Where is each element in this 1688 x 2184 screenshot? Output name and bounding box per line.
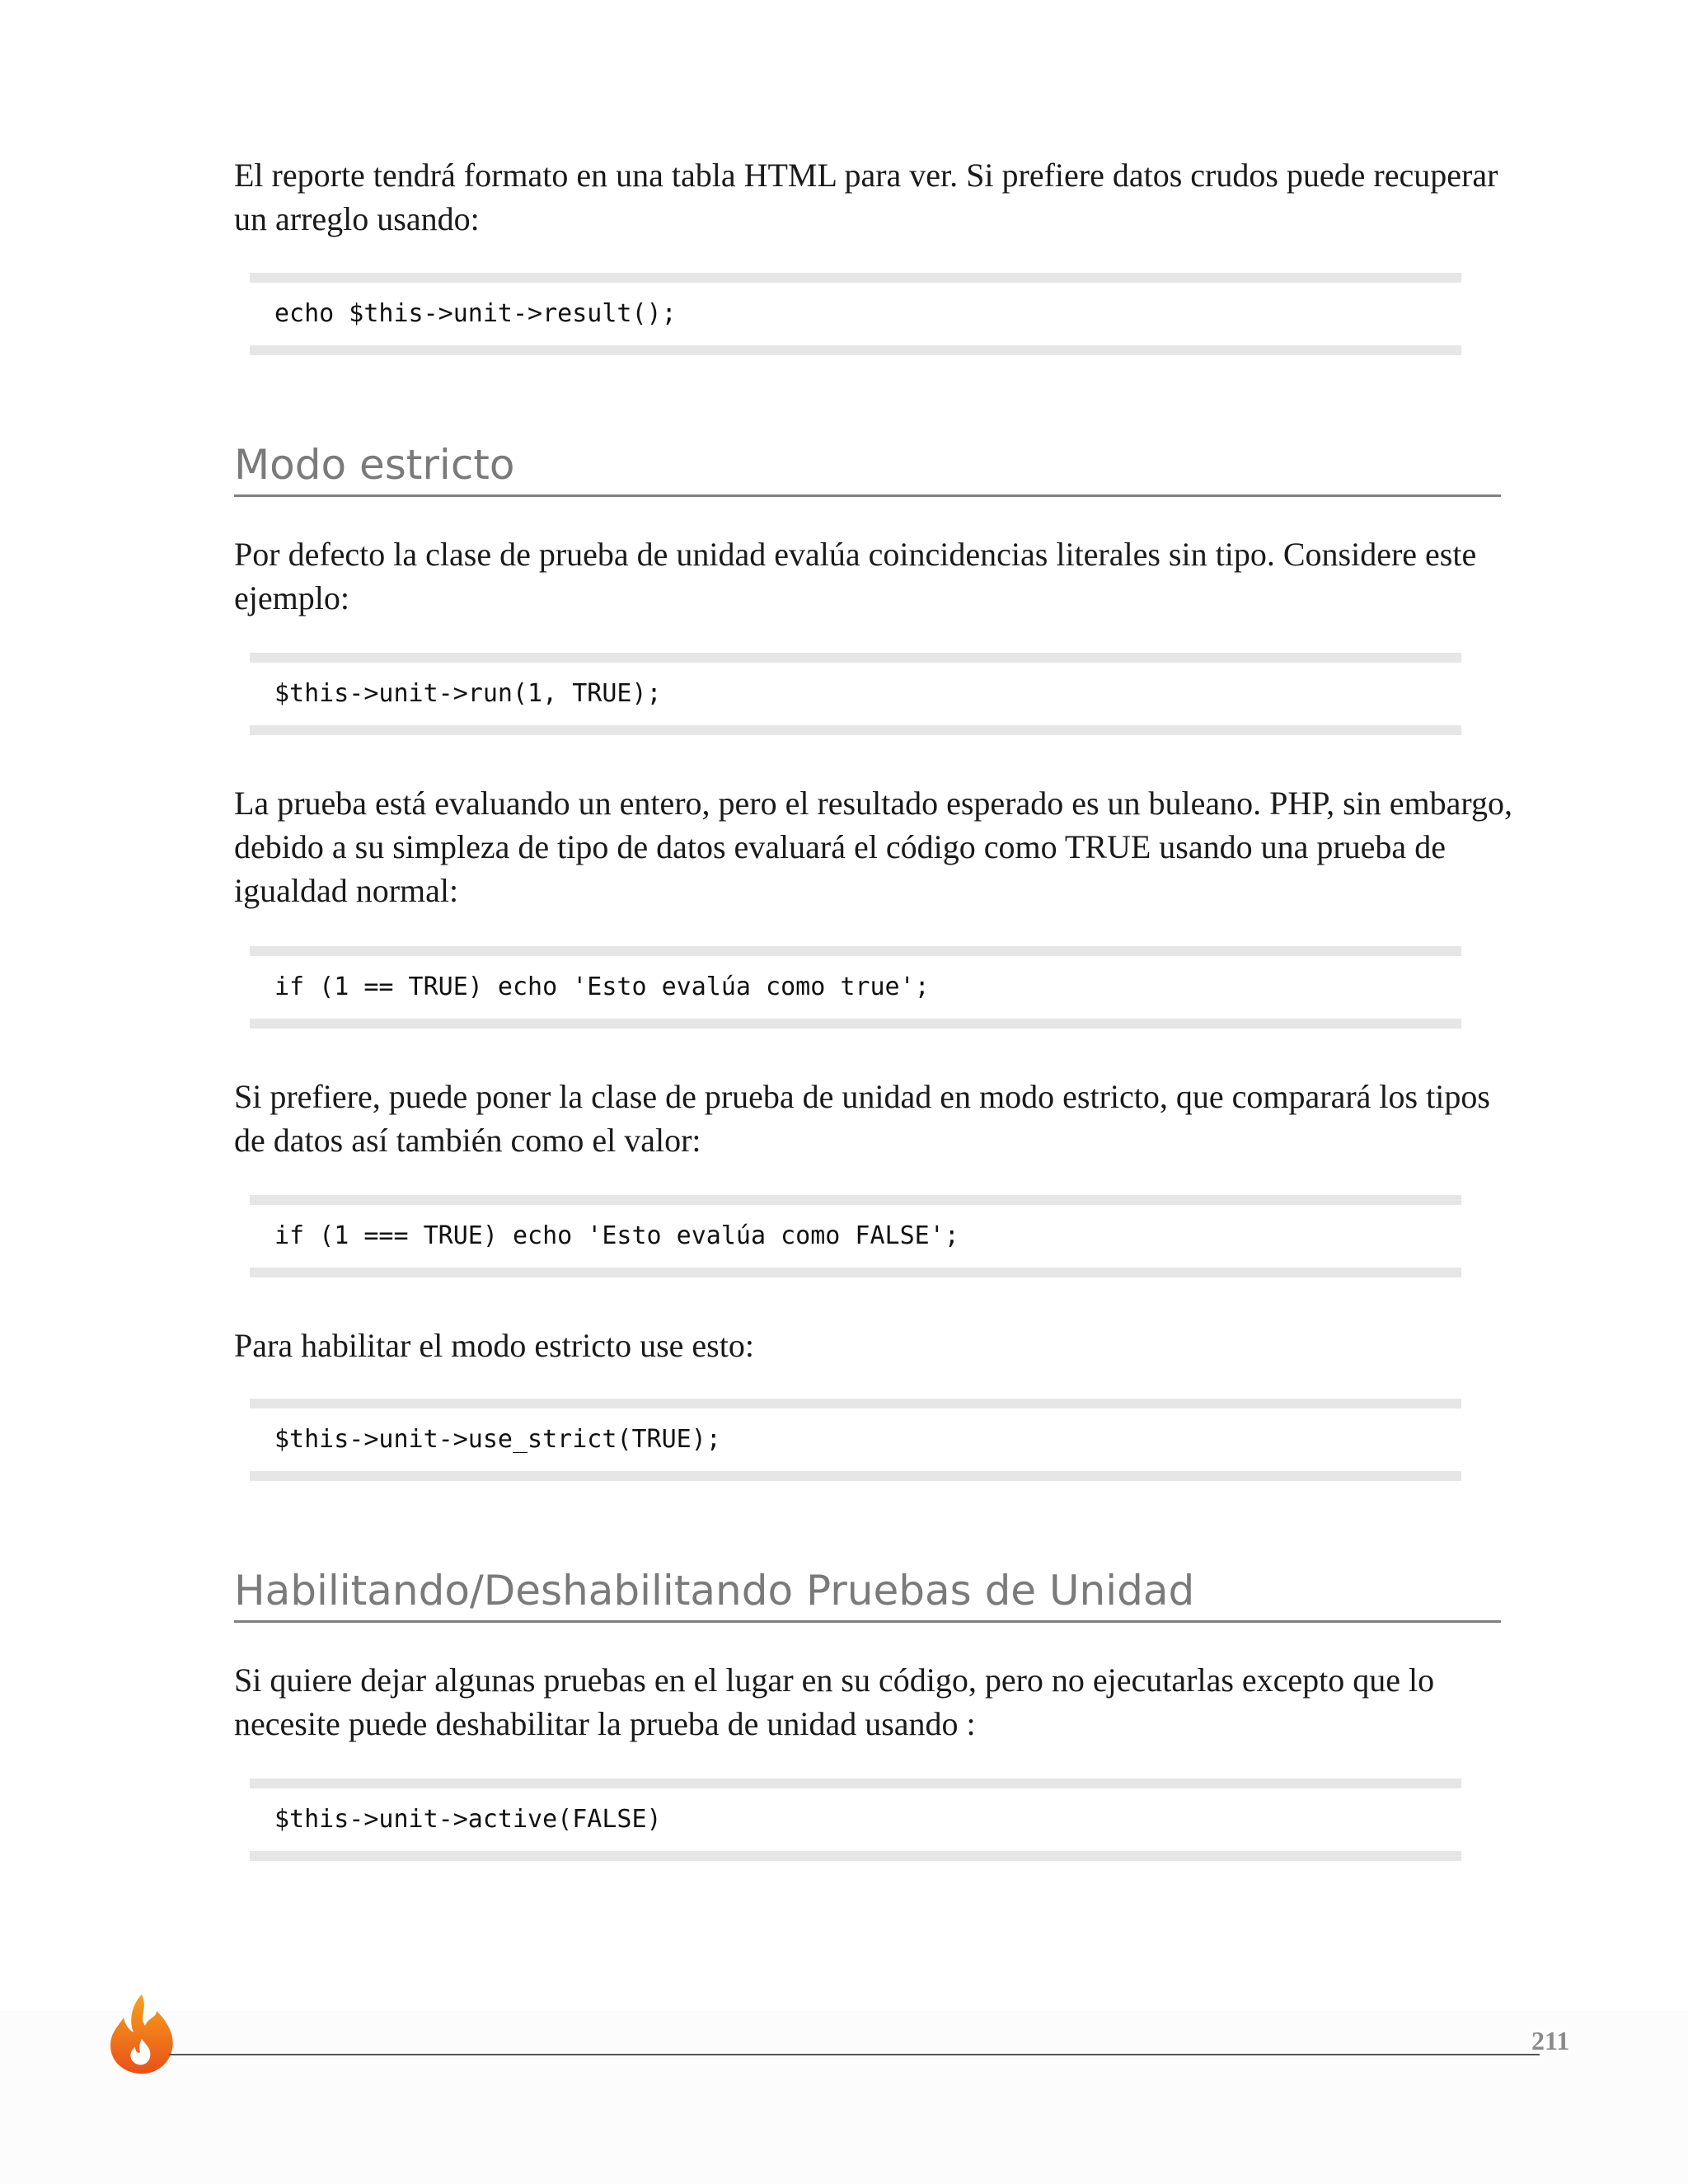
paragraph-report-format: El reporte tendrá formato en una tabla HTML para ver. Si prefiere datos crudos puede recuperar un arreglo usando:	[234, 157, 1498, 237]
code-block-equality: if (1 == TRUE) echo 'Esto evalúa como true';	[250, 946, 1461, 1029]
code-block-run: $this->unit->run(1, TRUE);	[250, 653, 1461, 735]
paragraph-strict-option: Si prefiere, puede poner la clase de prueba de unidad en modo estricto, que comparará los tipos de datos así también como el valor:	[234, 1078, 1490, 1159]
paragraph-default-behavior: Por defecto la clase de prueba de unidad evalúa coincidencias literales sin tipo. Considere este ejemplo:	[234, 536, 1477, 616]
footer-divider	[169, 2054, 1540, 2055]
page-number: 211	[1531, 2026, 1570, 2055]
section-heading-enable-disable: Habilitando/Deshabilitando Pruebas de Unidad	[234, 1564, 1501, 1623]
flame-logo-icon	[106, 1993, 180, 2075]
paragraph-integer-boolean: La prueba está evaluando un entero, pero el resultado esperado es un buleano. PHP, sin embargo, debido a su simpleza de tipo de datos evaluará el código como TRUE usando una prueba de igualdad normal:	[234, 785, 1513, 909]
code-block-use-strict: $this->unit->use_strict(TRUE);	[250, 1399, 1461, 1481]
paragraph-disable-tests: Si quiere dejar algunas pruebas en el lugar en su código, pero no ejecutarlas excepto que lo necesite puede deshabilitar la prueba de unidad usando :	[234, 1661, 1435, 1742]
page-footer-area	[0, 2011, 1688, 2184]
code-block-active: $this->unit->active(FALSE)	[250, 1779, 1461, 1861]
section-heading-strict-mode: Modo estricto	[234, 438, 1501, 497]
code-block-result: echo $this->unit->result();	[250, 273, 1461, 355]
paragraph-enable-strict: Para habilitar el modo estricto use esto:	[234, 1327, 754, 1364]
code-block-identity: if (1 === TRUE) echo 'Esto evalúa como FALSE';	[250, 1195, 1461, 1277]
